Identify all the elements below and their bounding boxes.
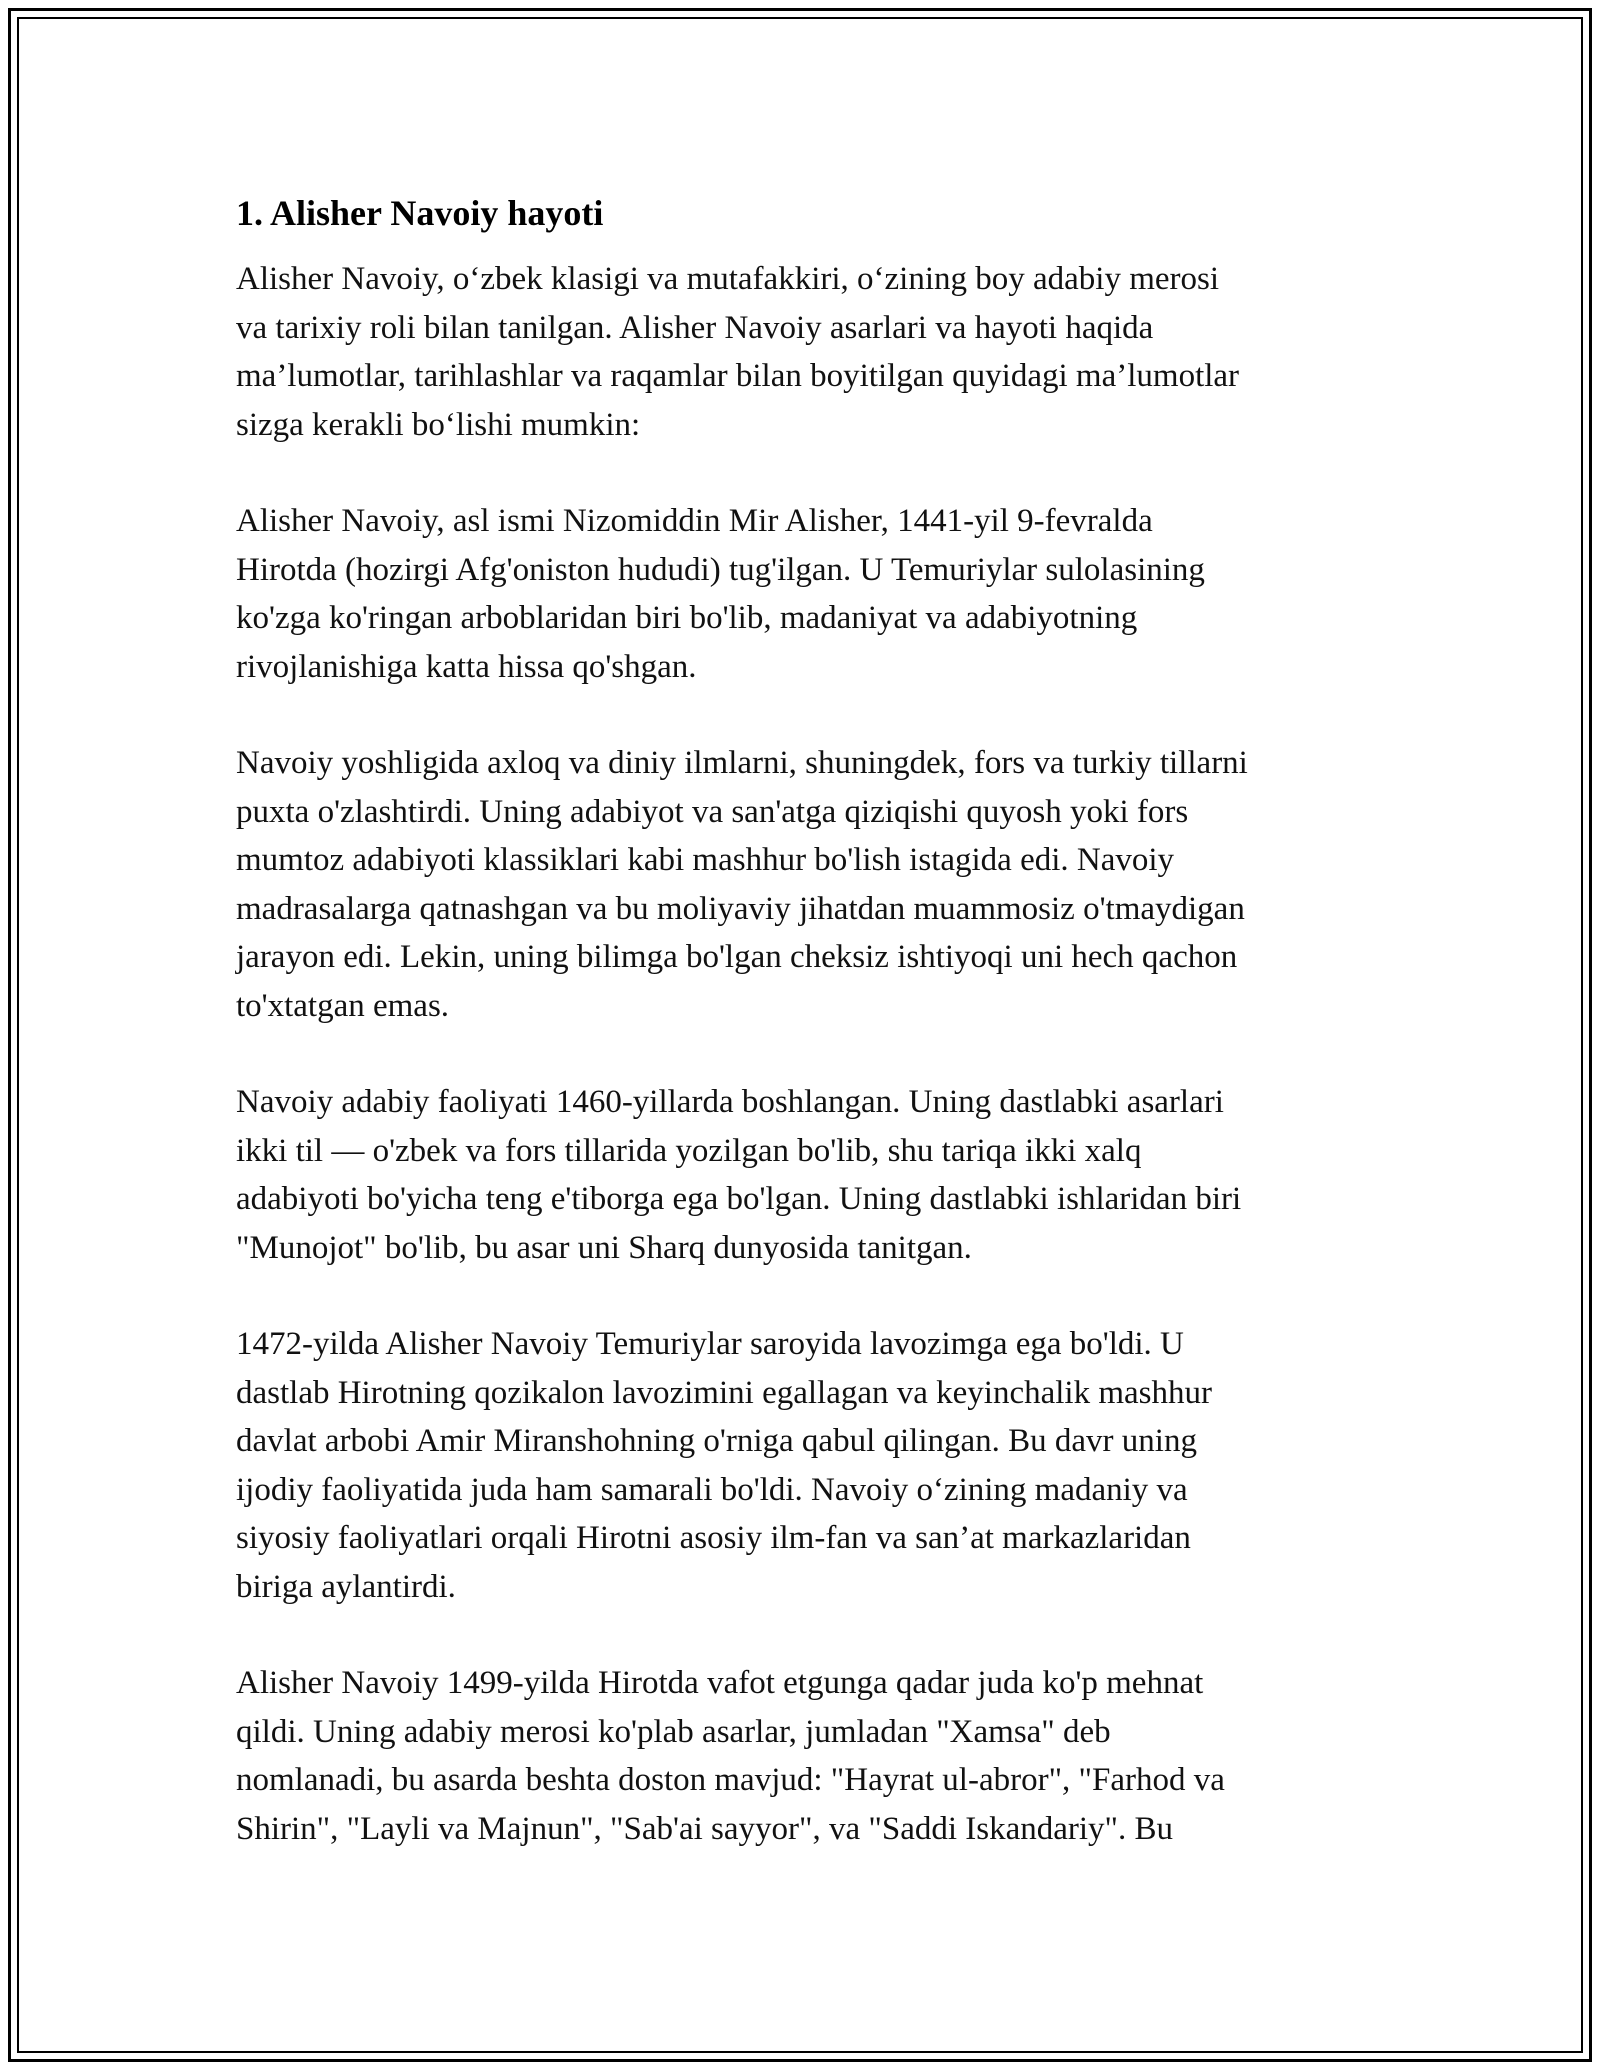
document-body [236, 185, 1376, 1901]
text-line: jarayon edi. Lekin, uning bilimga bo'lgan cheksiz ishtiyoqi uni hech qachon [236, 939, 1238, 975]
text-line: ikki til — o'zbek va fors tillarida yozilgan bo'lib, shu tariqa ikki xalq [236, 1132, 1142, 1169]
text-line: Alisher Navoiy, asl ismi Nizomiddin Mir Alisher, 1441-yil 9-fevralda [236, 503, 1153, 539]
paragraph-intro [236, 255, 1376, 449]
paragraph-literary-activity [236, 1078, 1376, 1272]
text-line: ijodiy faoliyatida juda ham samarali bo'ldi. Navoiy o‘zining madaniy va [236, 1471, 1188, 1508]
text-line: biriga aylantirdi. [236, 1568, 456, 1605]
text-line: Shirin", "Layli va Majnun", "Sab'ai sayyor", va "Saddi Iskandariy". Bu [236, 1810, 1174, 1847]
text-line: qildi. Uning adabiy merosi ko'plab asarlar, jumladan "Xamsa" deb [236, 1713, 1111, 1750]
text-line: ko'zga ko'ringan arboblaridan biri bo'lib, madaniyat va adabiyotning [236, 600, 1138, 636]
text-line: Navoiy yoshligida axloq va diniy ilmlarni, shuningdek, fors va turkiy tillarni [236, 745, 1248, 781]
text-line: Navoiy adabiy faoliyati 1460-yillarda boshlangan. Uning dastlabki asarlari [236, 1084, 1224, 1120]
text-line: sizga kerakli bo‘lishi mumkin: [236, 406, 641, 443]
text-line: dastlab Hirotning qozikalon lavozimini egallagan va keyinchalik mashhur [236, 1374, 1212, 1411]
paragraph-court-career [236, 1320, 1376, 1611]
text-line: ma’lumotlar, tarihlashlar va raqamlar bilan boyitilgan quyidagi ma’lumotlar [236, 358, 1240, 394]
text-line: adabiyoti bo'yicha teng e'tiborga ega bo'lgan. Uning dastlabki ishlaridan biri [236, 1181, 1242, 1217]
text-line: puxta o'zlashtirdi. Uning adabiyot va san'atga qiziqishi quyosh yoki fors [236, 793, 1189, 830]
text-line: Alisher Navoiy 1499-yilda Hirotda vafot etgunga qadar juda ko'p mehnat [236, 1665, 1204, 1701]
paragraph-youth [236, 739, 1376, 1030]
text-line: mumtoz adabiyoti klassiklari kabi mashhur bo'lish istagida edi. Navoiy [236, 842, 1175, 878]
text-line: va tarixiy roli bilan tanilgan. Alisher Navoiy asarlari va hayoti haqida [236, 309, 1154, 346]
text-line: "Munojot" bo'lib, bu asar uni Sharq dunyosida tanitgan. [236, 1229, 972, 1266]
text-line: nomlanadi, bu asarda beshta doston mavjud: "Hayrat ul-abror", "Farhod va [236, 1762, 1225, 1798]
text-line: madrasalarga qatnashgan va bu moliyaviy jihatdan muammosiz o'tmaydigan [236, 890, 1245, 927]
text-line: davlat arbobi Amir Miranshohning o'rniga qabul qilingan. Bu davr uning [236, 1423, 1197, 1459]
text-line: to'xtatgan emas. [236, 987, 450, 1024]
paragraph-legacy [236, 1659, 1376, 1853]
text-line: rivojlanishiga katta hissa qo'shgan. [236, 648, 697, 685]
section-heading: 1. Alisher Navoiy hayoti [236, 193, 604, 233]
text-line: 1472-yilda Alisher Navoiy Temuriylar saroyida lavozimga ega bo'ldi. U [236, 1326, 1184, 1362]
paragraph-birth [236, 497, 1376, 691]
text-line: siyosiy faoliyatlari orqali Hirotni asosiy ilm-fan va san’at markazlaridan [236, 1520, 1191, 1556]
text-line: Hirotda (hozirgi Afg'oniston hududi) tug'ilgan. U Temuriylar sulolasining [236, 551, 1205, 588]
text-line: Alisher Navoiy, o‘zbek klasigi va mutafakkiri, o‘zining boy adabiy merosi [236, 261, 1220, 297]
